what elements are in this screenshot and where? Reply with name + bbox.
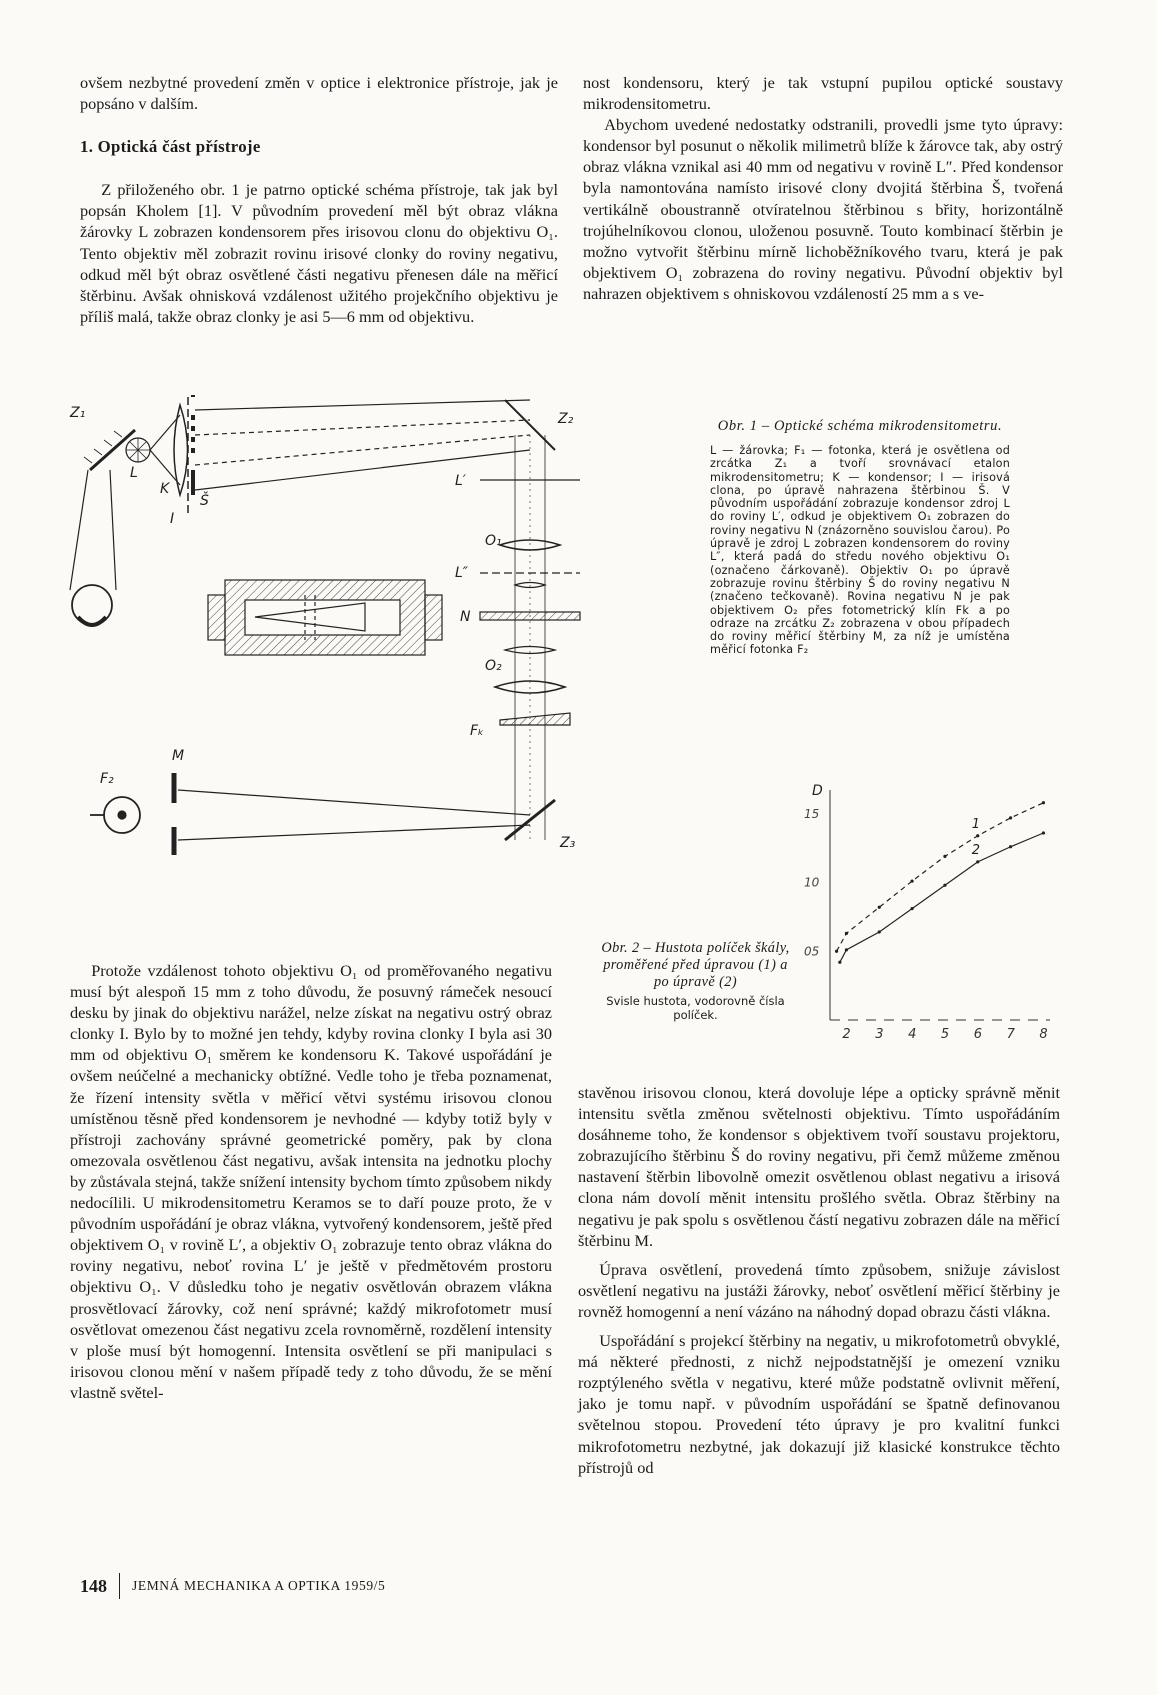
figure1-caption bbox=[710, 418, 1010, 657]
label-k: K bbox=[160, 481, 170, 497]
paragraph: Úprava osvětlení, provedená tímto způsobem, snižuje závislost osvětlení negativu na justáži žárovky, neboť osvětlení měřicí štěrbiny je rovněž homogenní a není vázáno na náhodný dopad obrazu části vlákna. bbox=[578, 1259, 1060, 1321]
page-number: 148 bbox=[80, 1575, 107, 1596]
series-label-1: 1 bbox=[971, 816, 981, 832]
paragraph: Z přiloženého obr. 1 je patrno optické schéma přístroje, tak jak byl popsán Kholem [1]. V původním provedení měl být obraz vlákna žárovky L zobrazen kondensorem přes irisovou clonu do objektivu O₁. Tento objektiv měl zobrazit rovinu irisové clonky do roviny negativu, odkud měl být obraz osvětlené části negativu přenesen dále na měřicí štěrbinu. Avšak ohnisková vzdálenost užitého projekčního objektivu je příliš malá, takže obraz clonky je asi 5—6 mm od objektivu. bbox=[80, 180, 558, 326]
density-chart bbox=[800, 770, 1060, 1050]
series-point-1 bbox=[878, 906, 881, 909]
label-f2: F₂ bbox=[100, 771, 114, 787]
label-s: Š bbox=[200, 493, 209, 509]
x-tick-label: 7 bbox=[1006, 1027, 1015, 1042]
y-tick-label: 15 bbox=[804, 806, 820, 821]
figure1-caption-body: L — žárovka; F₁ — fotonka, která je osvětlena od zrcátka Z₁ a tvoří srovnávací etalon mikrodensitometru; K — kondensor; I — irisová clona, po úpravě nahrazena štěrbinou Š. V původním uspořádání zobrazuje kondensor zdroj L do roviny L′, odkud je objektivem O₁ zobrazen do roviny negativu N (znázorněno souvislou čarou). Po úpravě je zdroj L zobrazen kondensorem do roviny L″, která padá do středu nového objektivu O₁ (označeno čárkovaně). Objektiv O₁ po úpravě zobrazuje rovinu štěrbiny Š do roviny negativu N (značeno tečkovaně). Rovina negativu N je pak objektivem O₂ přes fotometrický klín Fk a po odraze na zrcátku Z₂ zobrazena v obou případech do roviny měřicí štěrbiny M, za níž je umístěna měřicí fotonka F₂ bbox=[710, 444, 1010, 657]
label-m: M bbox=[172, 748, 185, 764]
series-point-2 bbox=[878, 930, 881, 933]
label-z1: Z₁ bbox=[70, 405, 86, 421]
negative-n bbox=[480, 612, 580, 620]
series-point-2 bbox=[1042, 831, 1045, 834]
optical-schematic-figure bbox=[60, 395, 620, 935]
series-line-2 bbox=[840, 833, 1044, 962]
label-i: I bbox=[170, 511, 175, 527]
wedge-fk bbox=[500, 713, 570, 725]
label-z3: Z₃ bbox=[560, 835, 576, 851]
label-l-prime: L′ bbox=[455, 473, 466, 489]
y-axis-label: D bbox=[812, 783, 823, 799]
label-o2: O₂ bbox=[485, 658, 502, 674]
journal-name: JEMNÁ MECHANIKA A OPTIKA 1959/5 bbox=[132, 1578, 386, 1593]
label-z2: Z₂ bbox=[558, 411, 574, 427]
series-point-1 bbox=[976, 834, 979, 837]
section-heading: 1. Optická část přístroje bbox=[80, 137, 261, 157]
paragraph: ovšem nezbytné provedení změn v optice i elektronice přístroje, jak je popsáno v dalším. bbox=[80, 73, 558, 114]
x-tick-label: 8 bbox=[1039, 1027, 1048, 1042]
left-column-bottom bbox=[70, 960, 552, 1403]
series-point-2 bbox=[976, 860, 979, 863]
series-point-1 bbox=[943, 855, 946, 858]
figure2-caption-body: Svisle hustota, vodorovně čísla políček. bbox=[606, 994, 785, 1022]
right-column-top bbox=[583, 72, 1063, 304]
right-column-bottom bbox=[578, 1082, 1060, 1478]
paragraph: Uspořádání s projekcí štěrbiny na negativ, u mikrofotometrů obvyklé, má některé přednosti, z nichž nejpodstatnější je omezení vzniku rozptýleného světla v negativu, které může podstatně ovlivnit měření, jako je tomu např. v původním uspořádání se špatně definovanou světelnou stopou. Provedení této úpravy je pro kvalitní funkci mikrofotometru nezbytné, jak dokazují již klasické konstrukce těchto přístrojů od bbox=[578, 1331, 1060, 1477]
series-point-2 bbox=[838, 961, 841, 964]
series-point-1 bbox=[1009, 816, 1012, 819]
series-point-1 bbox=[1042, 801, 1045, 804]
paragraph: stavěnou irisovou clonou, která dovoluje lépe a opticky správně měnit intensitu světla změnou světelnosti objektivu. Tímto uspořádáním dosáhneme toho, že kondensor s objektivem tvoří soustavu projektoru, zobrazujícího štěrbinu Š do roviny negativu, při čemž můžeme změnou nastavení štěrbin libovolně omezit osvětlenou oblast negativu a irisová clona nám dovolí měnit intensitu prošlého světla. Obraz štěrbiny na negativu je pak spolu s osvětlenou částí negativu zobrazen dále na měřicí štěrbinu M. bbox=[578, 1083, 1060, 1250]
series-point-1 bbox=[845, 932, 848, 935]
label-o1: O₁ bbox=[485, 533, 502, 549]
series-line-1 bbox=[837, 803, 1044, 952]
label-fk: Fₖ bbox=[470, 723, 485, 739]
series-point-1 bbox=[835, 950, 838, 953]
x-tick-label: 6 bbox=[973, 1027, 983, 1042]
paragraph: Protože vzdálenost tohoto objektivu O₁ od proměřovaného negativu musí být alespoň 15 mm z toho důvodu, že posuvný rámeček nesoucí desku by jinak do objektivu narážel, nelze získat na negativu ostrý obraz clonky I. Bylo by to možné jen tehdy, kdyby rovina clonky I byla asi 30 mm od objektivu O₁ směrem ke kondensoru K. Takové uspořádání je ovšem neúčelné a mechanicky obtížné. Vedle toho je třeba poznamenat, že řízení intensity světla v měřicí větvi systému irisovou clonou umístěnou těsně před kondensorem je nevhodné — kdyby totiž byly v přístroji zachovány správné geometrické poměry, pak by clona omezovala osvětlenou část negativu, avšak intensita na jednotku plochy by zůstávala stejná, takže snížení intensity bychom tímto způsobem nikdy nedocílili. U mikrodensitometru Keramos se to daří pouze proto, že v původním uspořádání je obraz vlákna, vytvořený kondensorem, ještě před objektivem O₁ v rovině L′, a objektiv O₁ zobrazuje tento obraz vlákna do roviny negativu, neboť rovina L′ je ještě v předmětovém prostoru objektivu O₁. V důsledku toho je negativ osvětlován obrazem vlákna prosvětlovací žárovky, což není správné; každý mikrofotometr musí osvětlovat omezenou část negativu zcela rovnoměrně, rozdělení intensity v ploše musí být homogenní. Intensita osvětlení se při manipulaci s irisovou clonou mění v našem případě tedy z toho důvodu, že se mění vlastně světel- bbox=[70, 961, 552, 1402]
mirror-z3 bbox=[505, 800, 555, 840]
figure2-caption-title: Obr. 2 – Hustota políček škály, proměřené před úpravou (1) a po úpravě (2) bbox=[601, 940, 790, 990]
x-tick-label: 3 bbox=[875, 1027, 884, 1042]
y-tick-label: 05 bbox=[804, 944, 820, 959]
footer-divider bbox=[119, 1573, 120, 1599]
page-footer bbox=[80, 1573, 385, 1599]
figure1-caption-title: Obr. 1 – Optické schéma mikrodensitometru. bbox=[717, 418, 1003, 434]
left-column-top bbox=[80, 72, 558, 327]
label-n: N bbox=[460, 609, 471, 625]
series-point-1 bbox=[910, 880, 913, 883]
x-tick-label: 2 bbox=[842, 1027, 851, 1042]
paragraph: nost kondensoru, který je tak vstupní pupilou optické soustavy mikrodensitometru. bbox=[583, 73, 1063, 114]
series-point-2 bbox=[910, 907, 913, 910]
series-point-2 bbox=[845, 948, 848, 951]
figure2-caption bbox=[598, 940, 793, 1022]
paragraph: Abychom uvedené nedostatky odstranili, provedli jsme tyto úpravy: kondensor byl posunut o několik milimetrů blíže k žárovce tak, aby ostrý obraz vlákna vznikal asi 40 mm od negativu v rovině L″. Před kondensor byla namontována namísto irisové clony dvojitá štěrbina Š, tvořená vertikálně oboustranně otvíratelnou štěrbinou s břity, horizontálně trojúhelníkovou clonou, uloženou posuvně. Touto kombinací štěrbin je možno vytvořit štěrbinu mírně lichoběžníkového tvaru, která je pak objektivem O₁ zobrazena do roviny negativu. Původní objektiv byl nahrazen objektivem s ohniskovou vzdáleností 25 mm a s ve- bbox=[583, 115, 1063, 303]
condensor-k bbox=[174, 405, 188, 495]
y-tick-label: 10 bbox=[804, 875, 820, 890]
series-point-2 bbox=[1009, 845, 1012, 848]
label-l-double-prime: L″ bbox=[455, 565, 469, 581]
x-tick-label: 4 bbox=[908, 1027, 917, 1042]
x-tick-label: 5 bbox=[940, 1027, 950, 1042]
label-l: L bbox=[130, 465, 138, 481]
series-label-2: 2 bbox=[971, 842, 981, 858]
series-point-2 bbox=[943, 884, 946, 887]
